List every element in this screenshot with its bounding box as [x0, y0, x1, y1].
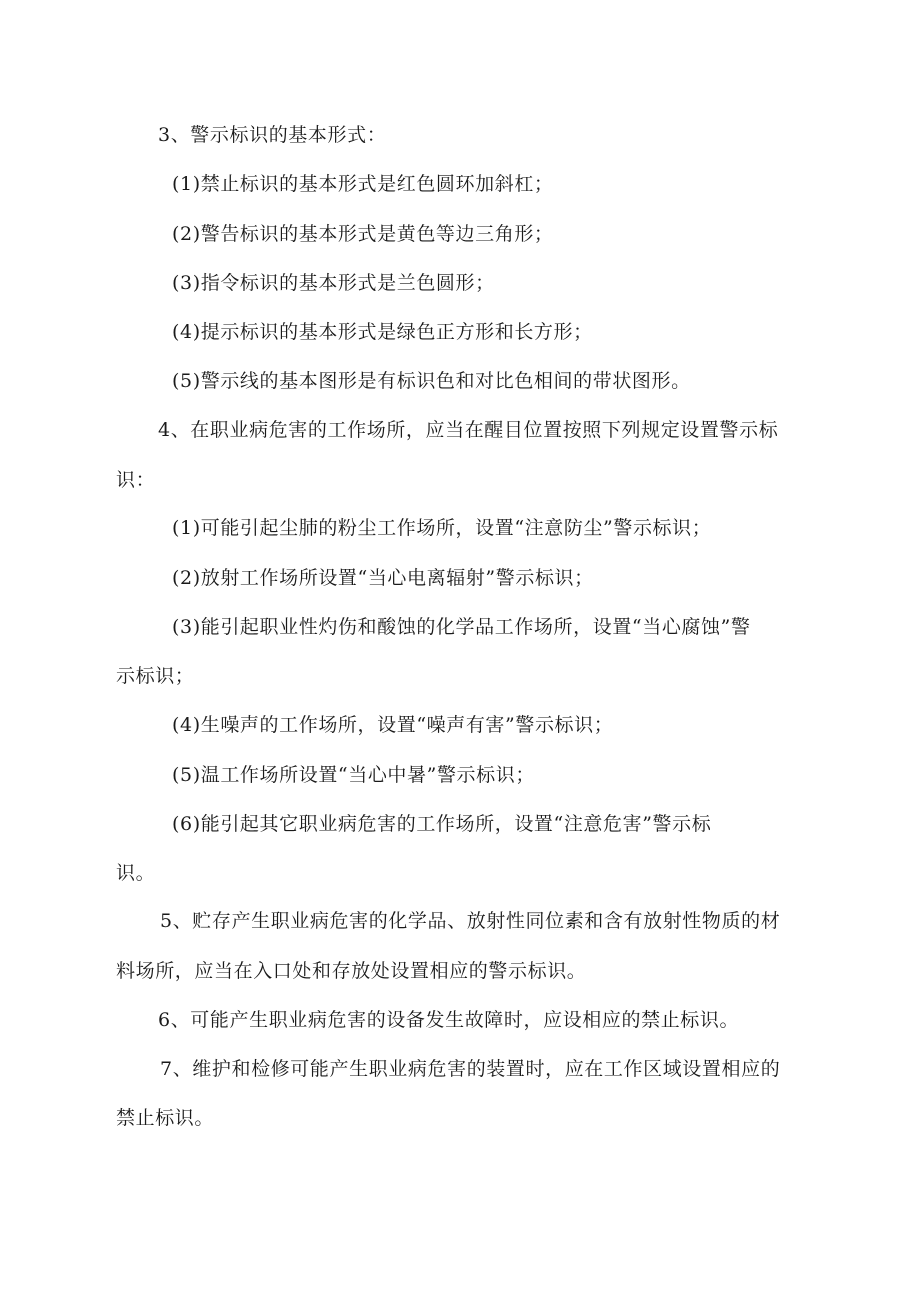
list-item: (2)警告标识的基本形式是黄色等边三角形； — [172, 223, 554, 245]
section-3-heading: 3、警示标识的基本形式： — [158, 124, 387, 146]
list-item: (3)指令标识的基本形式是兰色圆形； — [172, 272, 495, 294]
list-item: (5)警示线的基本图形是有标识色和对比色相间的带状图形。 — [172, 370, 691, 392]
list-item: (6)能引起其它职业病危害的工作场所，设置“注意危害”警示标 — [172, 813, 712, 835]
paragraph-continuation: 识。 — [116, 862, 156, 884]
section-5-paragraph: 5、贮存产生职业病危害的化学品、放射性同位素和含有放射性物质的材 — [160, 910, 781, 932]
paragraph-continuation: 示标识； — [116, 665, 195, 687]
list-item: (3)能引起职业性灼伤和酸蚀的化学品工作场所，设置“当心腐蚀”警 — [172, 616, 751, 638]
list-item: (5)温工作场所设置“当心中暑”警示标识； — [172, 764, 535, 786]
list-item: (4)生噪声的工作场所，设置“噪声有害”警示标识； — [172, 714, 614, 736]
paragraph-continuation: 禁止标识。 — [116, 1107, 215, 1129]
paragraph-continuation: 识： — [116, 469, 156, 491]
list-item: (2)放射工作场所设置“当心电离辐射”警示标识； — [172, 567, 594, 589]
section-7-paragraph: 7、维护和检修可能产生职业病危害的装置时，应在工作区域设置相应的 — [160, 1058, 781, 1080]
section-6-paragraph: 6、可能产生职业病危害的设备发生故障时，应设相应的禁止标识。 — [158, 1009, 740, 1031]
list-item: (1)可能引起尘肺的粉尘工作场所，设置“注意防尘”警示标识； — [172, 517, 712, 539]
list-item: (4)提示标识的基本形式是绿色正方形和长方形； — [172, 321, 593, 343]
section-4-paragraph: 4、在职业病危害的工作场所，应当在醒目位置按照下列规定设置警示标 — [158, 419, 779, 441]
list-item: (1)禁止标识的基本形式是红色圆环加斜杠； — [172, 173, 554, 195]
paragraph-continuation: 料场所，应当在入口处和存放处设置相应的警示标识。 — [116, 960, 587, 982]
